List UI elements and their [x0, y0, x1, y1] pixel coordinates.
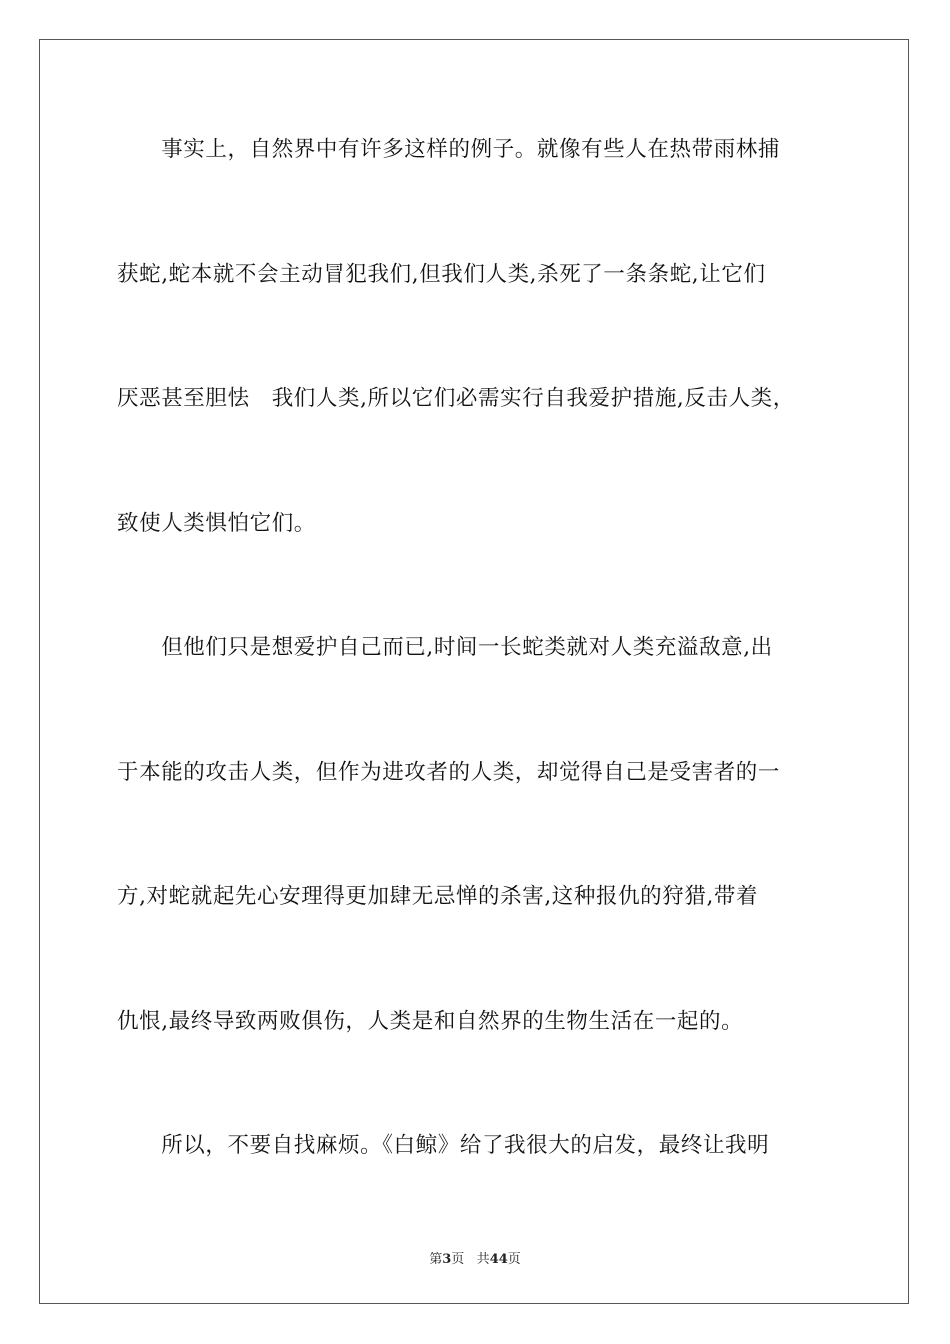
total-suffix: 页: [507, 1252, 521, 1267]
text-line: 于本能的攻击人类，但作为进攻者的人类，却觉得自己是受害者的一: [117, 760, 781, 785]
page-number: 3: [442, 1252, 452, 1267]
total-pages: 44: [489, 1252, 508, 1267]
page-suffix: 页: [451, 1252, 465, 1267]
text-line: 所以，不要自找麻烦。《白鲸》给了我很大的启发，最终让我明: [117, 1133, 770, 1158]
text-line: 厌恶甚至胆怯 我们人类,所以它们必需实行自我爱护措施,反击人类，: [117, 386, 795, 411]
page-prefix: 第: [429, 1252, 443, 1267]
text-line: 仇恨,最终导致两败俱伤，人类是和自然界的生物生活在一起的。: [117, 1009, 744, 1034]
text-line: 但他们只是想爱护自己而已,时间一长蛇类就对人类充溢敌意,出: [117, 635, 773, 660]
text-line: 方,对蛇就起先心安理得更加肆无忌惮的杀害,这种报仇的狩猎,带着: [117, 884, 759, 909]
text-line: 致使人类惧怕它们。: [117, 511, 316, 536]
page-frame: [39, 39, 909, 1304]
text-line: 事实上，自然界中有许多这样的例子。就像有些人在热带雨林捕: [117, 137, 781, 162]
total-prefix: 共: [476, 1252, 490, 1267]
text-line: 获蛇,蛇本就不会主动冒犯我们,但我们人类,杀死了一条条蛇,让它们: [117, 262, 766, 287]
page-footer: [0, 1248, 950, 1267]
